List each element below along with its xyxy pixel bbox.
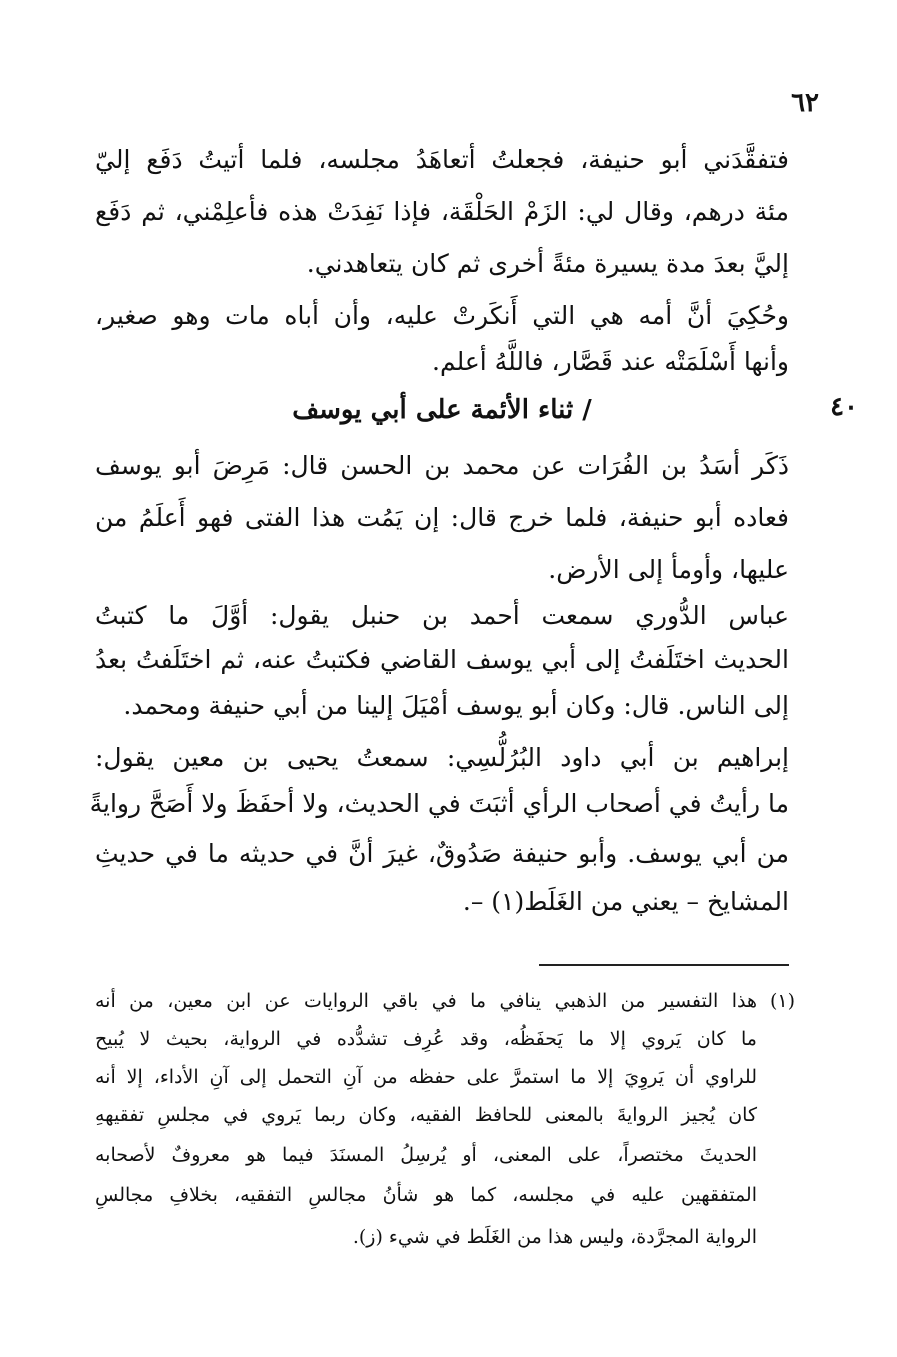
text-line: فتفقَّدَني أبو حنيفة، فجعلتُ أتعاهَدُ مجلسه، فلما أتيتُ دَفَع إليّ <box>95 145 789 174</box>
footnote-line: الحديثَ مختصراً، على المعنى، أو يُرسِلُ المسنَدَ فيما هو معروفٌ لأصحابه <box>95 1144 757 1166</box>
text-line: مئة درهم، وقال لي: الزَمْ الحَلْقَة، فإذا نَفِدَتْ هذه فأعلِمْني، ثم دَفَع <box>95 197 789 226</box>
text-line: وحُكِيَ أنَّ أمه هي التي أَنكَرتْ عليه، وأن أباه مات وهو صغير، <box>95 301 789 330</box>
footnote-line: المتفقهين عليه في مجلسه، كما هو شأنُ مجالسِ التفقيه، بخلافِ مجالسِ <box>95 1184 757 1206</box>
page-number: ٦٢ <box>791 88 819 118</box>
text-line: ما رأيتُ في أصحاب الرأي أثبَتَ في الحديث، ولا أحفَظَ ولا أَصَحَّ روايةً <box>89 789 789 818</box>
footnote-line: ما كان يَروي إلا ما يَحفَظُه، وقد عُرِف تشدُّده في الرواية، بحيث لا يُبيح <box>95 1028 757 1050</box>
footnote-line: الرواية المجرَّدة، وليس هذا من الغَلَط في شيء (ز). <box>352 1226 757 1248</box>
text-line: وأنها أَسْلَمَتْه عند قَصَّار، فاللَّهُ أعلم. <box>432 347 789 376</box>
footnote-line: هذا التفسير من الذهبي ينافي ما في باقي الروايات عن ابن معين، من أنه <box>95 990 757 1012</box>
text-line: عليها، وأومأ إلى الأرض. <box>548 555 789 584</box>
text-line: ذَكَر أسَدُ بن الفُرَات عن محمد بن الحسن قال: مَرِضَ أبو يوسف <box>95 451 789 480</box>
footnote-separator <box>539 964 789 966</box>
text-line: من أبي يوسف. وأبو حنيفة صَدُوقٌ، غيرَ أنَّ في حديثه ما في حديثِ <box>95 839 789 868</box>
text-line: عباس الدُّوري سمعت أحمد بن حنبل يقول: أوَّلَ ما كتبتُ <box>95 601 789 630</box>
section-heading: / ثناء الأئمة على أبي يوسف <box>292 395 592 425</box>
text-line: فعاده أبو حنيفة، فلما خرج قال: إن يَمُت هذا الفتى فهو أَعلَمُ من <box>95 503 789 532</box>
footnote-line: للراوي أن يَروِيَ إلا ما استمرَّ على حفظه من آنِ التحمل إلى آنِ الأداء، إلا أنه <box>95 1066 757 1088</box>
text-line: الحديث اختَلَفتُ إلى أبي يوسف القاضي فكتبتُ عنه، ثم اختَلَفتُ بعدُ <box>95 645 789 674</box>
text-line: إبراهيم بن أبي داود البُرُلُّسِي: سمعتُ يحيى بن معين يقول: <box>95 743 789 772</box>
footnote-number: (١) <box>769 990 795 1012</box>
text-line: إليَّ بعدَ مدة يسيرة مئةً أخرى ثم كان يتعاهدني. <box>306 249 789 278</box>
text-line: المشايخ – يعني من الغَلَط(١) –. <box>462 887 789 916</box>
section-number: ٤٠ <box>830 392 858 422</box>
text-line: إلى الناس. قال: وكان أبو يوسف أمْيَلَ إلينا من أبي حنيفة ومحمد. <box>123 691 789 720</box>
footnote-line: كان يُجيز الروايةَ بالمعنى للحافظ الفقيه، وكان ربما يَروي في مجلسِ تفقيههِ <box>95 1104 757 1126</box>
